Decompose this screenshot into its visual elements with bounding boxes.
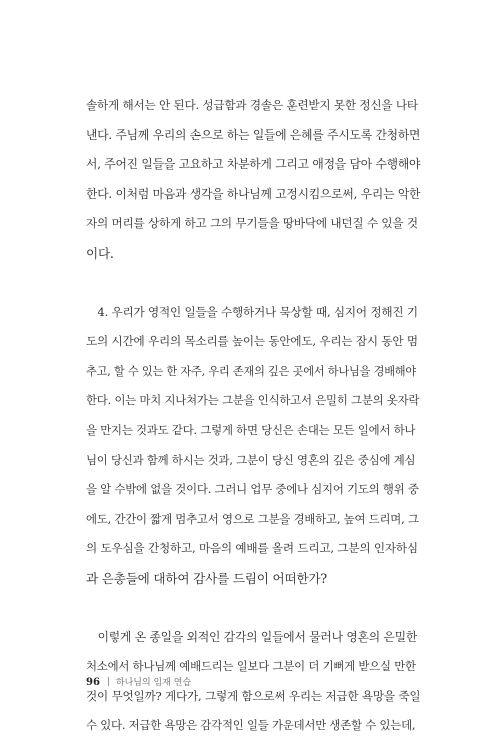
text-line: 낸다. 주님께 우리의 손으로 하는 일들에 은혜를 주시도록 간청하면 — [86, 127, 421, 142]
text-line: 추고, 할 수 있는 한 자주, 우리 존재의 깊은 곳에서 하나님을 경배해야 — [86, 364, 417, 378]
text-line: 수 있다. 저급한 욕망은 감각적인 일들 가운데서만 생존할 수 있는데, — [86, 718, 416, 733]
text-line: 이다. — [86, 245, 114, 261]
text-line: 이렇게 온 종일을 외적인 감각의 일들에서 물러나 영혼의 은밀한 — [86, 629, 418, 644]
text-line: 처소에서 하나님께 예배드리는 일보다 그분이 더 기뻐게 받으실 만한 — [86, 659, 416, 674]
text-line: 한다. 이처럼 마음과 생각을 하나님께 고정시킴으로써, 우리는 악한 — [86, 186, 421, 201]
text-line: 에도, 간간이 짧게 멈추고서 영으로 그분을 경배하고, 높여 드리며, 그 — [86, 511, 419, 526]
text-line: 의 도우심을 간청하고, 마음의 예배를 올려 드리고, 그분의 인자하심 — [86, 541, 418, 556]
text-line: 과 은총들에 대하여 감사를 드림이 어떠한가? — [86, 570, 327, 586]
paragraph-1 — [86, 91, 420, 269]
text-line: 을 알 수밖에 없을 것이다. 그러니 업무 중에나 심지어 기도의 행위 중 — [86, 482, 419, 497]
text-line: 4. 우리가 영적인 일들을 수행하거나 묵상할 때, 심지어 정해진 기 — [86, 304, 418, 319]
text-line: 님이 당신과 함께 하시는 것과, 그분이 당신 영혼의 깊은 중심에 계심 — [86, 452, 416, 467]
page-footer — [86, 675, 191, 691]
text-line: 서, 주어진 일들을 고요하고 차분하게 그리고 애정을 담아 수행해야 — [86, 157, 421, 172]
text-line: 한다. 이는 마치 지나쳐가는 그분을 인식하고서 은밀히 그분의 옷자락 — [86, 393, 420, 408]
body-text — [86, 91, 420, 741]
text-line: 도의 시간에 우리의 목소리를 높이는 동안에도, 우리는 잠시 동안 멈 — [86, 334, 418, 349]
paragraph-gap — [86, 594, 420, 623]
paragraph-gap — [86, 269, 420, 298]
running-title: 하나님의 임재 연습 — [115, 678, 192, 688]
footer-divider — [108, 677, 109, 686]
text-line: 것이 무엇일까? 게다가, 그렇게 함으로써 우리는 저급한 욕망을 죽일 — [86, 688, 421, 703]
text-line: 솔하게 해서는 안 된다. 성급함과 경솔은 훈련받지 못한 정신을 나타 — [86, 98, 418, 112]
text-line: 자의 머리를 상하게 하고 그의 무기들을 땅바닥에 내던질 수 있을 것 — [86, 216, 418, 231]
paragraph-2 — [86, 298, 420, 594]
page-number: 96 — [86, 677, 100, 688]
text-line: 을 만지는 것과도 같다. 그렇게 하면 당신은 손대는 모든 일에서 하나 — [86, 422, 416, 437]
